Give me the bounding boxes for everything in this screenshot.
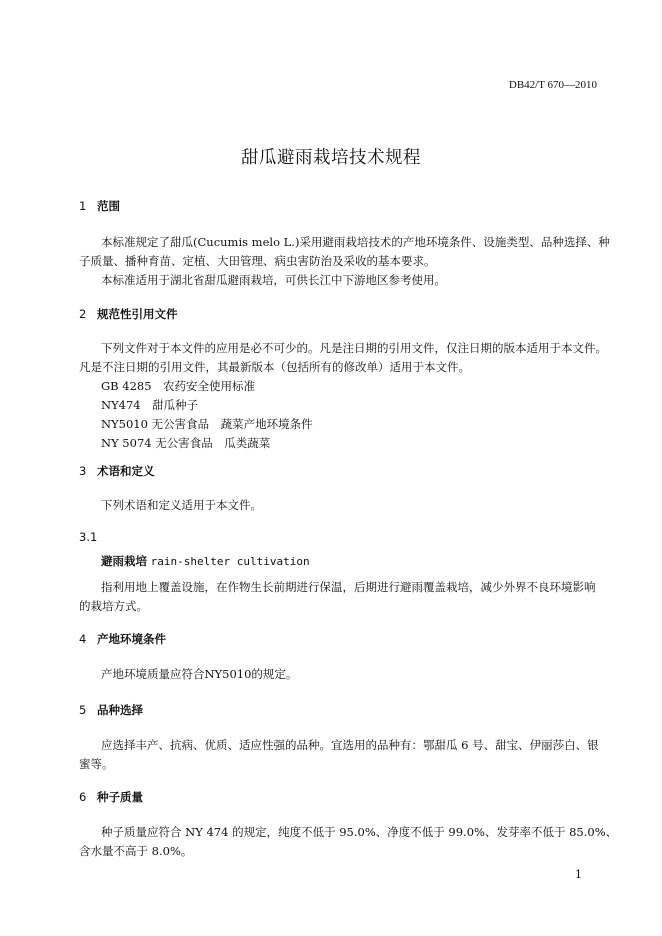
term-entry <box>101 553 310 569</box>
section-number: 2 <box>79 307 87 321</box>
section-heading-5 <box>79 702 143 718</box>
section-heading-6 <box>79 789 143 805</box>
paragraph-line: 产地环境质量应符合NY5010的规定。 <box>101 667 298 681</box>
term-english: rain-shelter cultivation <box>150 555 310 568</box>
paragraph-line: 子质量、播种育苗、定植、大田管理、病虫害防治及采收的基本要求。 <box>79 254 436 268</box>
section-heading-3 <box>79 463 155 479</box>
section-heading-2 <box>79 306 178 322</box>
reference-item: NY 5074 无公害食品 瓜类蔬菜 <box>101 436 271 450</box>
reference-item: NY5010 无公害食品 蔬菜产地环境条件 <box>101 417 313 431</box>
section-title: 产地环境条件 <box>97 632 166 646</box>
paragraph-line: 应选择丰产、抗病、优质、适应性强的品种。宜选用的品种有：鄂甜瓜 6 号、甜宝、伊丽莎白、银 <box>101 738 599 752</box>
section-number: 4 <box>79 632 87 646</box>
term-chinese: 避雨栽培 <box>101 554 147 568</box>
section-title: 品种选择 <box>97 703 143 717</box>
paragraph-line: 含水量不高于 8.0%。 <box>79 844 193 858</box>
section-number: 5 <box>79 703 87 717</box>
paragraph-line: 种子质量应符合 NY 474 的规定，纯度不低于 95.0%、净度不低于 99.0%、发芽率不低于 85.0%、 <box>101 825 618 839</box>
paragraph-line: 本标准规定了甜瓜(Cucumis melo L.)采用避雨栽培技术的产地环境条件、设施类型、品种选择、种 <box>101 235 610 249</box>
page-number: 1 <box>575 868 582 881</box>
paragraph-line: 本标准适用于湖北省甜瓜避雨栽培，可供长江中下游地区参考使用。 <box>101 273 446 287</box>
doc-code-header: DB42/T 670—2010 <box>508 79 597 91</box>
paragraph-line: 的栽培方式。 <box>79 599 148 613</box>
subsection-number: 3.1 <box>79 530 98 544</box>
page-title: 甜瓜避雨栽培技术规程 <box>241 148 421 168</box>
section-number: 3 <box>79 464 87 478</box>
paragraph-line: 蜜等。 <box>79 757 114 771</box>
paragraph-line: 凡是不注日期的引用文件，其最新版本（包括所有的修改单）适用于本文件。 <box>79 360 470 374</box>
section-title: 术语和定义 <box>97 464 155 478</box>
section-number: 6 <box>79 790 87 804</box>
paragraph-line: 下列文件对于本文件的应用是必不可少的。凡是注日期的引用文件，仅注日期的版本适用于本文件。 <box>101 341 607 355</box>
paragraph-line: 指利用地上覆盖设施，在作物生长前期进行保温，后期进行避雨覆盖栽培，减少外界不良环境影响 <box>101 580 596 594</box>
section-title: 种子质量 <box>97 790 143 804</box>
section-title: 范围 <box>97 199 120 213</box>
section-number: 1 <box>79 199 87 213</box>
reference-item: NY474 甜瓜种子 <box>101 398 199 412</box>
section-title: 规范性引用文件 <box>97 307 178 321</box>
section-heading-1 <box>79 198 120 214</box>
section-heading-4 <box>79 631 166 647</box>
paragraph-line: 下列术语和定义适用于本文件。 <box>101 498 262 512</box>
reference-item: GB 4285 农药安全使用标准 <box>101 379 256 393</box>
